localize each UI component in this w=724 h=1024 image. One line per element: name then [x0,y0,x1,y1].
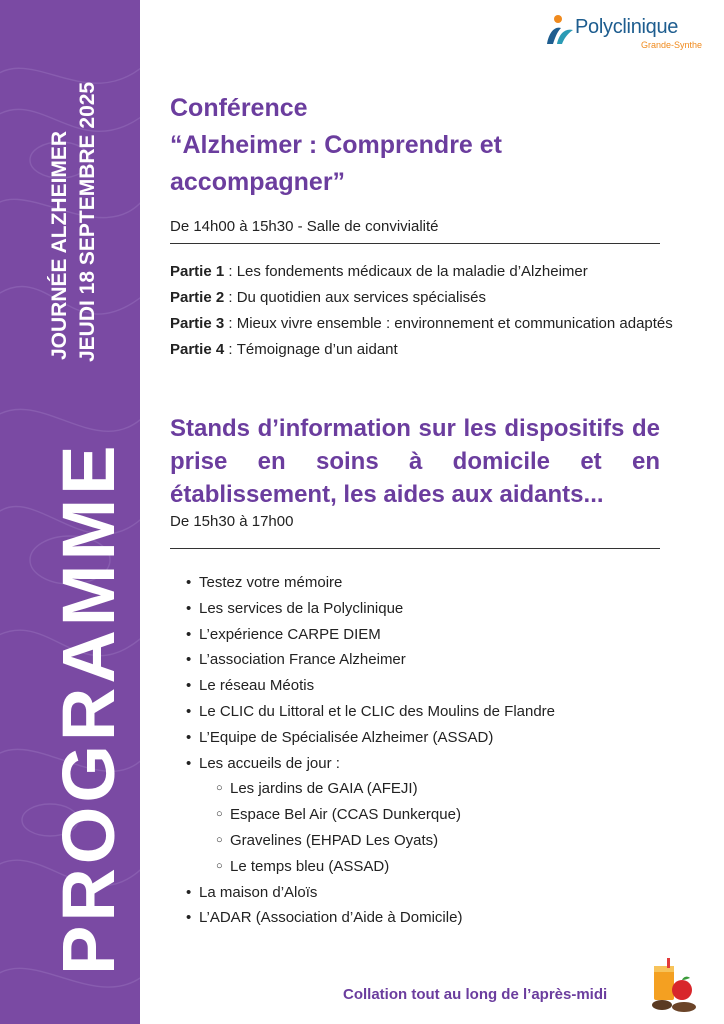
part-item: Partie 3 : Mieux vivre ensemble : environnement et communication adaptés [170,311,690,337]
list-item: • Les services de la Polyclinique [186,596,555,622]
day-care-sublist [199,776,555,879]
polyclinique-logo [545,14,715,54]
part-item: Partie 1 : Les fondements médicaux de la maladie d’Alzheimer [170,259,690,285]
logo-subtitle: Grande-Synthe [641,40,703,50]
list-item: • L’Equipe de Spécialisée Alzheimer (ASSAD) [186,725,555,751]
stands-list [186,570,555,931]
conference-title-line: “Alzheimer : Comprendre et [170,131,503,159]
part-item: Partie 4 : Témoignage d’un aidant [170,337,690,363]
sublist-item: ○ Gravelines (EHPAD Les Oyats) [216,828,555,854]
list-item: • La maison d’Aloïs [186,880,555,906]
divider [170,548,660,549]
conference-title-line: Conférence [170,94,308,122]
list-item: • Le CLIC du Littoral et le CLIC des Moulins de Flandre [186,699,555,725]
conference-parts [170,259,690,363]
conference-title [170,90,660,201]
stands-time: De 15h30 à 17h00 [170,513,294,530]
part-label: Partie 2 [170,289,225,306]
divider [170,243,660,244]
event-name: JOURNÉE ALZHEIMER [48,130,71,360]
programme-heading: PROGRAMME [47,441,130,975]
collation-note: Collation tout au long de l’après-midi [343,986,608,1003]
conference-time: De 14h00 à 15h30 - Salle de convivialité [170,218,439,235]
logo-name: Polyclinique [575,16,679,38]
snack-juice-apple-icon [648,958,706,1014]
sublist-item: ○ Le temps bleu (ASSAD) [216,854,555,880]
list-item: • L’expérience CARPE DIEM [186,622,555,648]
part-text: Témoignage d’un aidant [236,341,398,358]
list-item: • L’ADAR (Association d’Aide à Domicile) [186,905,555,931]
part-label: Partie 1 [170,263,225,280]
list-item: • Le réseau Méotis [186,673,555,699]
conference-title-line: accompagner” [170,168,346,196]
part-text: Du quotidien aux services spécialisés [236,289,487,306]
list-item-label: Les accueils de jour : [199,754,340,772]
sublist-item: ○ Espace Bel Air (CCAS Dunkerque) [216,802,555,828]
part-text: Les fondements médicaux de la maladie d’Alzheimer [236,263,588,280]
part-label: Partie 4 [170,341,225,358]
list-item: • Testez votre mémoire [186,570,555,596]
part-label: Partie 3 [170,315,225,332]
logo-mark-icon [545,14,575,48]
stands-title: Stands d’information sur les dispositifs de prise en soins à domicile et en établissement, les aides aux aidants... [170,415,660,508]
sublist-item: ○ Les jardins de GAIA (AFEJI) [216,776,555,802]
sidebar-banner [0,0,140,1024]
list-item [186,751,555,880]
list-item: • L’association France Alzheimer [186,647,555,673]
part-text: Mieux vivre ensemble : environnement et communication adaptés [236,315,673,332]
event-date: JEUDI 18 SEPTEMBRE 2025 [76,81,99,362]
part-item: Partie 2 : Du quotidien aux services spécialisés [170,285,690,311]
